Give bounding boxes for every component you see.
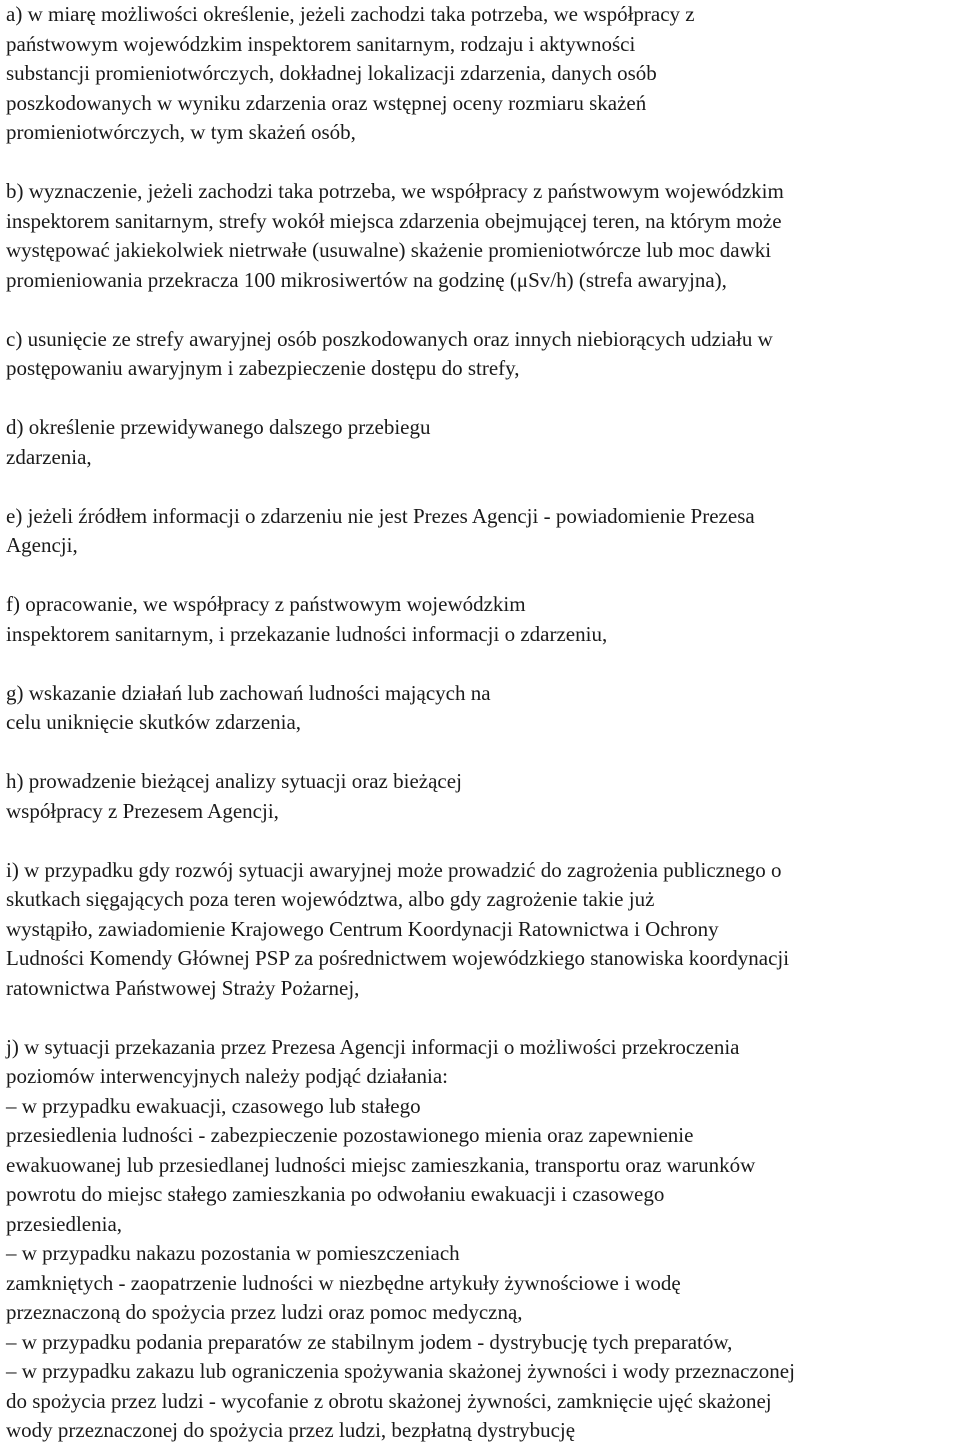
text-line: Agencji, xyxy=(6,533,78,557)
paragraph-f xyxy=(6,590,958,649)
text-line: j) w sytuacji przekazania przez Prezesa Agencji informacji o możliwości przekroczenia xyxy=(6,1034,740,1059)
paragraph-c xyxy=(6,325,958,384)
text-line: substancji promieniotwórczych, dokładnej lokalizacji zdarzenia, danych osób xyxy=(6,61,657,85)
list-item: – w przypadku nakazu pozostania w pomieszczeniach xyxy=(6,1241,460,1265)
text-line: celu uniknięcie skutków zdarzenia, xyxy=(6,710,302,734)
text-line: i) w przypadku gdy rozwój sytuacji awaryjnej może prowadzić do zagrożenia publicznego o xyxy=(6,857,782,882)
text-line: poziomów interwencyjnych należy podjąć działania: xyxy=(6,1064,448,1088)
text-line: b) wyznaczenie, jeżeli zachodzi taka potrzeba, we współpracy z państwowym wojewódzkim xyxy=(6,179,784,203)
document-body xyxy=(6,0,958,1446)
text-line: wody przeznaczonej do spożycia przez ludzi, bezpłatną dystrybucję xyxy=(6,1418,576,1442)
text-line: a) w miarę możliwości określenie, jeżeli zachodzi taka potrzeba, we współpracy z xyxy=(6,2,695,26)
text-line: inspektorem sanitarnym, strefy wokół miejsca zdarzenia obejmującej teren, na którym może xyxy=(6,208,782,233)
text-line: h) prowadzenie bieżącej analizy sytuacji oraz bieżącej xyxy=(6,769,462,793)
paragraph-a xyxy=(6,0,958,148)
text-line: ewakuowanej lub przesiedlanej ludności miejsc zamieszkania, transportu oraz warunków xyxy=(6,1152,756,1177)
paragraph-h xyxy=(6,767,958,826)
text-line: przeznaczoną do spożycia przez ludzi oraz pomoc medyczną, xyxy=(6,1300,523,1324)
text-line: f) opracowanie, we współpracy z państwowym wojewódzkim xyxy=(6,592,526,616)
text-line: współpracy z Prezesem Agencji, xyxy=(6,798,279,823)
list-item: – w przypadku zakazu lub ograniczenia spożywania skażonej żywności i wody przeznaczonej xyxy=(6,1359,795,1383)
text-line: promieniotwórczych, w tym skażeń osób, xyxy=(6,120,356,144)
text-line: postępowaniu awaryjnym i zabezpieczenie dostępu do strefy, xyxy=(6,356,520,380)
list-item: – w przypadku podania preparatów ze stabilnym jodem - dystrybucję tych preparatów, xyxy=(6,1329,733,1354)
text-line: e) jeżeli źródłem informacji o zdarzeniu nie jest Prezes Agencji - powiadomienie Prezesa xyxy=(6,503,755,528)
text-line: przesiedlenia, xyxy=(6,1211,123,1236)
text-line: państwowym wojewódzkim inspektorem sanitarnym, rodzaju i aktywności xyxy=(6,31,636,56)
paragraph-g xyxy=(6,679,958,738)
text-line: zamkniętych - zaopatrzenie ludności w niezbędne artykuły żywnościowe i wodę xyxy=(6,1270,681,1295)
text-line: inspektorem sanitarnym, i przekazanie ludności informacji o zdarzeniu, xyxy=(6,621,608,646)
text-line: do spożycia przez ludzi - wycofanie z obrotu skażonej żywności, zamknięcie ujęć skażonej xyxy=(6,1388,772,1413)
text-line: promieniowania przekracza 100 mikrosiwertów na godzinę (μSv/h) (strefa awaryjna), xyxy=(6,267,727,292)
text-line: c) usunięcie ze strefy awaryjnej osób poszkodowanych oraz innych niebiorących udziału w xyxy=(6,326,773,351)
text-line: przesiedlenia ludności - zabezpieczenie pozostawionego mienia oraz zapewnienie xyxy=(6,1123,694,1147)
text-line: Ludności Komendy Głównej PSP za pośrednictwem wojewódzkiego stanowiska koordynacji xyxy=(6,946,790,970)
text-line: powrotu do miejsc stałego zamieszkania po odwołaniu ewakuacji i czasowego xyxy=(6,1182,665,1206)
list-item: – w przypadku ewakuacji, czasowego lub stałego xyxy=(6,1093,421,1118)
text-line: skutkach sięgających poza teren województwa, albo gdy zagrożenie takie już xyxy=(6,887,655,911)
text-line: ratownictwa Państwowej Straży Pożarnej, xyxy=(6,975,360,1000)
paragraph-b xyxy=(6,177,958,295)
paragraph-i xyxy=(6,856,958,1004)
paragraph-j xyxy=(6,1033,958,1446)
text-line: poszkodowanych w wyniku zdarzenia oraz wstępnej oceny rozmiaru skażeń xyxy=(6,90,647,115)
text-line: d) określenie przewidywanego dalszego przebiegu xyxy=(6,415,431,439)
paragraph-e xyxy=(6,502,958,561)
paragraph-d xyxy=(6,413,958,472)
text-line: wystąpiło, zawiadomienie Krajowego Centrum Koordynacji Ratownictwa i Ochrony xyxy=(6,916,719,941)
text-line: g) wskazanie działań lub zachowań ludności mających na xyxy=(6,680,491,705)
text-line: zdarzenia, xyxy=(6,444,92,469)
text-line: występować jakiekolwiek nietrwałe (usuwalne) skażenie promieniotwórcze lub moc dawki xyxy=(6,238,772,262)
